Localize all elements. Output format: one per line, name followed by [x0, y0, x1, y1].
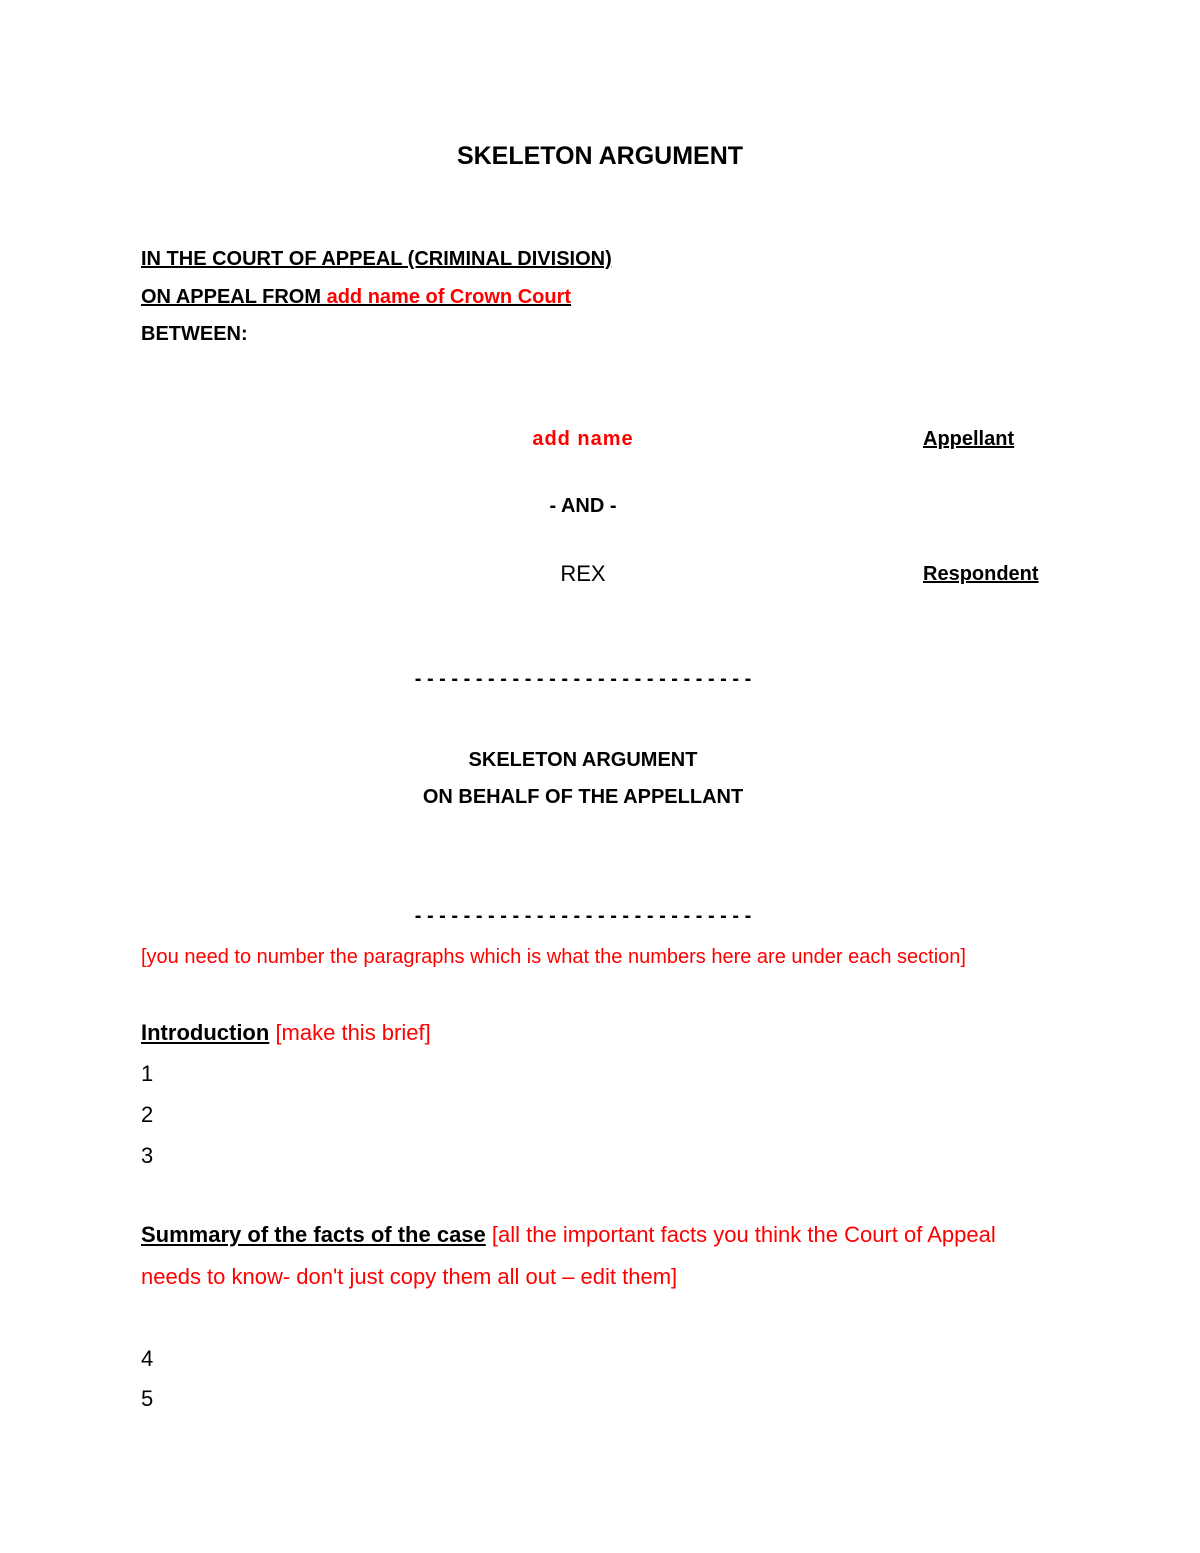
paragraph-number: 3	[141, 1143, 154, 1168]
dashed-divider: - - - - - - - - - - - - - - - - - - - - - - - - - - - -	[414, 905, 752, 927]
appellant-name-placeholder: add name	[532, 428, 634, 450]
court-heading: IN THE COURT OF APPEAL (CRIMINAL DIVISION)	[141, 248, 612, 270]
subtitle-on-behalf: ON BEHALF OF THE APPELLANT	[422, 786, 744, 808]
and-separator: - AND -	[549, 495, 617, 517]
numbering-instruction: [you need to number the paragraphs which is what the numbers here are under each section]	[141, 946, 966, 968]
facts-heading: Summary of the facts of the case	[141, 1222, 486, 1247]
subtitle-skeleton-argument: SKELETON ARGUMENT	[468, 749, 698, 771]
appellant-role: Appellant	[923, 428, 1015, 450]
between-label: BETWEEN:	[141, 323, 248, 345]
appeal-from-line	[141, 286, 571, 309]
paragraph-number: 2	[141, 1102, 154, 1127]
appeal-from-label: ON APPEAL FROM	[141, 286, 322, 308]
document-title: SKELETON ARGUMENT	[456, 142, 744, 170]
introduction-note: [make this brief]	[275, 1020, 431, 1045]
crown-court-placeholder: add name of Crown Court	[326, 286, 572, 308]
respondent-name: REX	[560, 561, 606, 586]
introduction-heading-line	[141, 1020, 431, 1046]
paragraph-number: 1	[141, 1061, 154, 1086]
facts-note-continued: needs to know- don't just copy them all out – edit them]	[141, 1264, 678, 1289]
facts-note: [all the important facts you think the Court of Appeal	[491, 1222, 996, 1247]
introduction-heading: Introduction	[141, 1020, 270, 1045]
paragraph-number: 5	[141, 1386, 154, 1411]
paragraph-number: 4	[141, 1346, 154, 1371]
respondent-role: Respondent	[923, 563, 1039, 585]
dashed-divider: - - - - - - - - - - - - - - - - - - - - - - - - - - - -	[414, 668, 752, 690]
facts-heading-line	[141, 1222, 996, 1248]
